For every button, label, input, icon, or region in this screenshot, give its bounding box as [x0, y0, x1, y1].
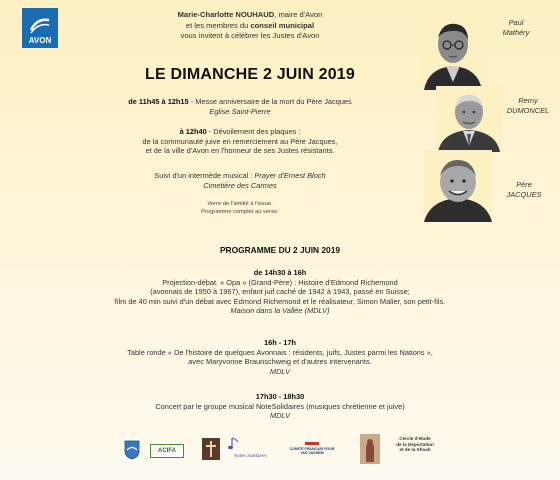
concert-place: MDLV — [269, 411, 291, 420]
note-drink: Verre de l'amitié à l'issue. — [207, 201, 273, 207]
partner-logos — [110, 432, 450, 468]
notes-solidaires-logo — [226, 436, 276, 462]
concert-line1: Concert par le groupe musical NoteSolidaires (musiques chrétienne et juive) — [155, 401, 405, 411]
crest-logo — [124, 440, 140, 465]
avon-logo-text: AVON — [28, 36, 52, 45]
portrait-pere-jacques — [424, 150, 492, 222]
programme-item-projection — [10, 268, 550, 316]
date-title: LE DIMANCHE 2 JUIN 2019 — [145, 66, 355, 83]
event-mass — [60, 97, 420, 116]
avon-logo — [22, 8, 58, 48]
yad-vashem-text: COMITÉ FRANÇAIS POUR YAD VASHEM — [289, 447, 335, 456]
projection-place: Maison dans la Vallée (MDLV) — [230, 306, 330, 315]
mayor-title: , maire d'Avon — [274, 10, 323, 19]
event-notes — [140, 201, 340, 216]
event-plaques-text: - Dévoilement des plaques : — [206, 127, 301, 136]
cross-icon — [202, 438, 220, 460]
event-mass-place: Eglise Saint-Pierre — [209, 106, 271, 116]
acifa-logo: ACIFA — [150, 444, 184, 458]
event-plaques-line3: et de la ville d'Avon en l'honneur de ses Justes résistants. — [145, 146, 335, 155]
round-table-line2: avec Maryvonne Braunschweig et d'autres intervenants. — [188, 357, 372, 366]
event-music-piece: Prayer d'Ernest Bloch — [254, 171, 326, 180]
portrait-paul-mathery — [420, 10, 486, 90]
avon-wave-icon — [29, 16, 51, 34]
projection-line2: (avonnais de 1950 à 1967), enfant juif caché de 1942 à 1943, passé en Suisse; — [150, 287, 410, 296]
event-plaques — [60, 127, 420, 156]
church-logo — [202, 438, 220, 465]
event-plaques-line2: de la communauté juive en remerciement au Père Jacques, — [142, 136, 338, 146]
invitation-header — [95, 10, 405, 42]
header-line-1 — [95, 10, 405, 21]
crest-icon — [124, 440, 140, 460]
programme-title: PROGRAMME DU 2 JUIN 2019 — [219, 245, 341, 255]
note-programme: Programme complet au verso. — [201, 208, 279, 215]
projection-time: de 14h30 à 16h — [253, 268, 307, 277]
portrait-label-remy: Remy DUMONCEL — [506, 96, 550, 115]
concert-time: 17h30 - 18h30 — [255, 392, 305, 401]
header-line-2: et les membres du conseil municipal — [185, 20, 315, 30]
notes-solidaires-text: Notes Solidaires — [234, 453, 267, 458]
round-table-place: MDLV — [269, 366, 291, 376]
cercle-logo-image — [360, 434, 380, 469]
portrait-label-paul: Paul Mathéry — [502, 18, 530, 37]
council-name: conseil municipal — [250, 20, 315, 30]
round-table-line1: Table ronde « De l'histoire de quelques Avonnais : résidents, juifs, Justes parmi les Nations », — [127, 347, 433, 357]
projection-line3: film de 40 min suivi d'un débat avec Edmond Richemond et le réalisateur, Simon Malier, son petit-fils. — [114, 296, 446, 306]
mayor-name: Marie-Charlotte NOUHAUD — [177, 10, 275, 19]
event-plaques-time: à 12h40 — [179, 127, 207, 136]
event-music — [60, 171, 420, 190]
event-music-text: Suivi d'un intermède musical : — [154, 171, 255, 180]
programme-item-concert — [10, 392, 550, 421]
programme-item-round-table — [10, 338, 550, 376]
yad-vashem-mark — [305, 442, 319, 445]
memorial-figure-icon — [360, 434, 380, 464]
music-note-icon — [226, 436, 246, 452]
portrait-remy-dumoncel — [436, 86, 502, 152]
round-table-time: 16h - 17h — [263, 338, 297, 347]
event-mass-text: - Messe anniversaire de la mort du Père Jacques — [188, 97, 352, 106]
cercle-text: Cercle d'étude de la Déportation et de la Shoah — [396, 436, 434, 453]
event-music-place: Cimetière des Carmes — [203, 180, 277, 190]
yad-vashem-logo — [288, 442, 336, 455]
header-line-3: vous invitent à célébrer les Justes d'Avon — [180, 31, 320, 40]
projection-line1: Projection-débat. « Opa » (Grand-Père) : Histoire d'Edmond Richemond — [162, 277, 398, 287]
portrait-label-jacques: Père JACQUES — [506, 180, 542, 199]
event-mass-time: de 11h45 à 12h15 — [128, 97, 189, 106]
